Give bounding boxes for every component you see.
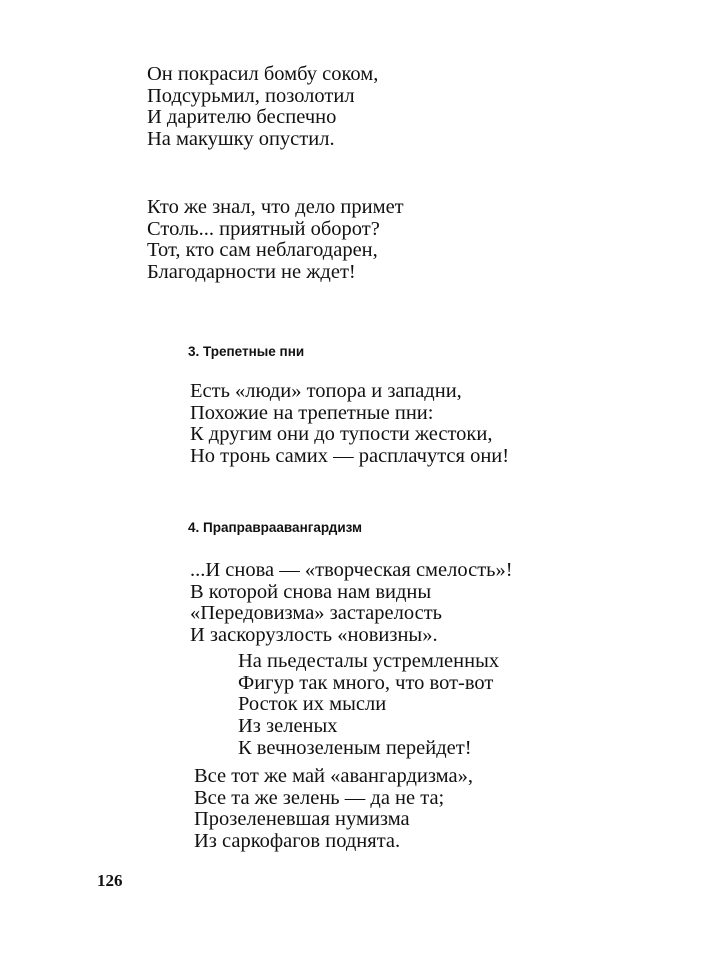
verse-line: Росток их мысли (238, 693, 387, 716)
verse-line: Он покрасил бомбу соком, (147, 63, 379, 85)
verse-line: Столь... приятный оборот? (147, 217, 380, 240)
verse-line: Подсурьмил, позолотил (147, 84, 355, 107)
verse-line: Тот, кто сам неблагодарен, (147, 239, 378, 262)
verse-line: Из саркофагов поднята. (194, 830, 401, 853)
poem-stanza-2 (147, 197, 404, 284)
verse-line: ...И снова — «творческая смелость»! (190, 559, 513, 581)
section-3-stanza (190, 381, 509, 468)
verse-line: И заскорузлость «новизны». (190, 624, 438, 647)
verse-line: Прозеленевшая нумизма (194, 808, 410, 831)
verse-line: На пьедесталы устремленных (238, 650, 500, 672)
verse-line: Фигур так много, что вот-вот (238, 671, 494, 694)
poem-stanza-1 (147, 64, 378, 151)
section-4-stanza-3 (194, 766, 473, 853)
verse-line: Кто же знал, что дело примет (147, 196, 404, 218)
verse-line: К другим они до тупости жестоки, (190, 423, 493, 446)
verse-line: Похожие на трепетные пни: (190, 401, 434, 424)
section-4-stanza-1 (190, 560, 513, 647)
verse-line: В которой снова нам видны (190, 580, 432, 603)
page-number: 126 (97, 871, 123, 890)
verse-line: «Передовизма» застарелость (190, 602, 443, 625)
verse-line: Все тот же май «авангардизма», (194, 765, 473, 787)
section-4-stanza-2 (238, 651, 499, 760)
section-3-heading: 3. Трепетные пни (188, 344, 305, 359)
verse-line: Благодарности не ждет! (147, 261, 356, 284)
verse-line: Все та же зелень — да не та; (194, 786, 445, 809)
verse-line: К вечнозеленым перейдет! (238, 736, 472, 759)
verse-line: Но тронь самих — расплачутся они! (190, 445, 510, 468)
verse-line: И дарителю беспечно (147, 106, 337, 129)
verse-line: На макушку опустил. (147, 128, 335, 151)
verse-line: Есть «люди» топора и западни, (190, 380, 462, 402)
section-4-heading: 4. Праправраавангардизм (188, 520, 362, 535)
verse-line: Из зеленых (238, 715, 338, 738)
